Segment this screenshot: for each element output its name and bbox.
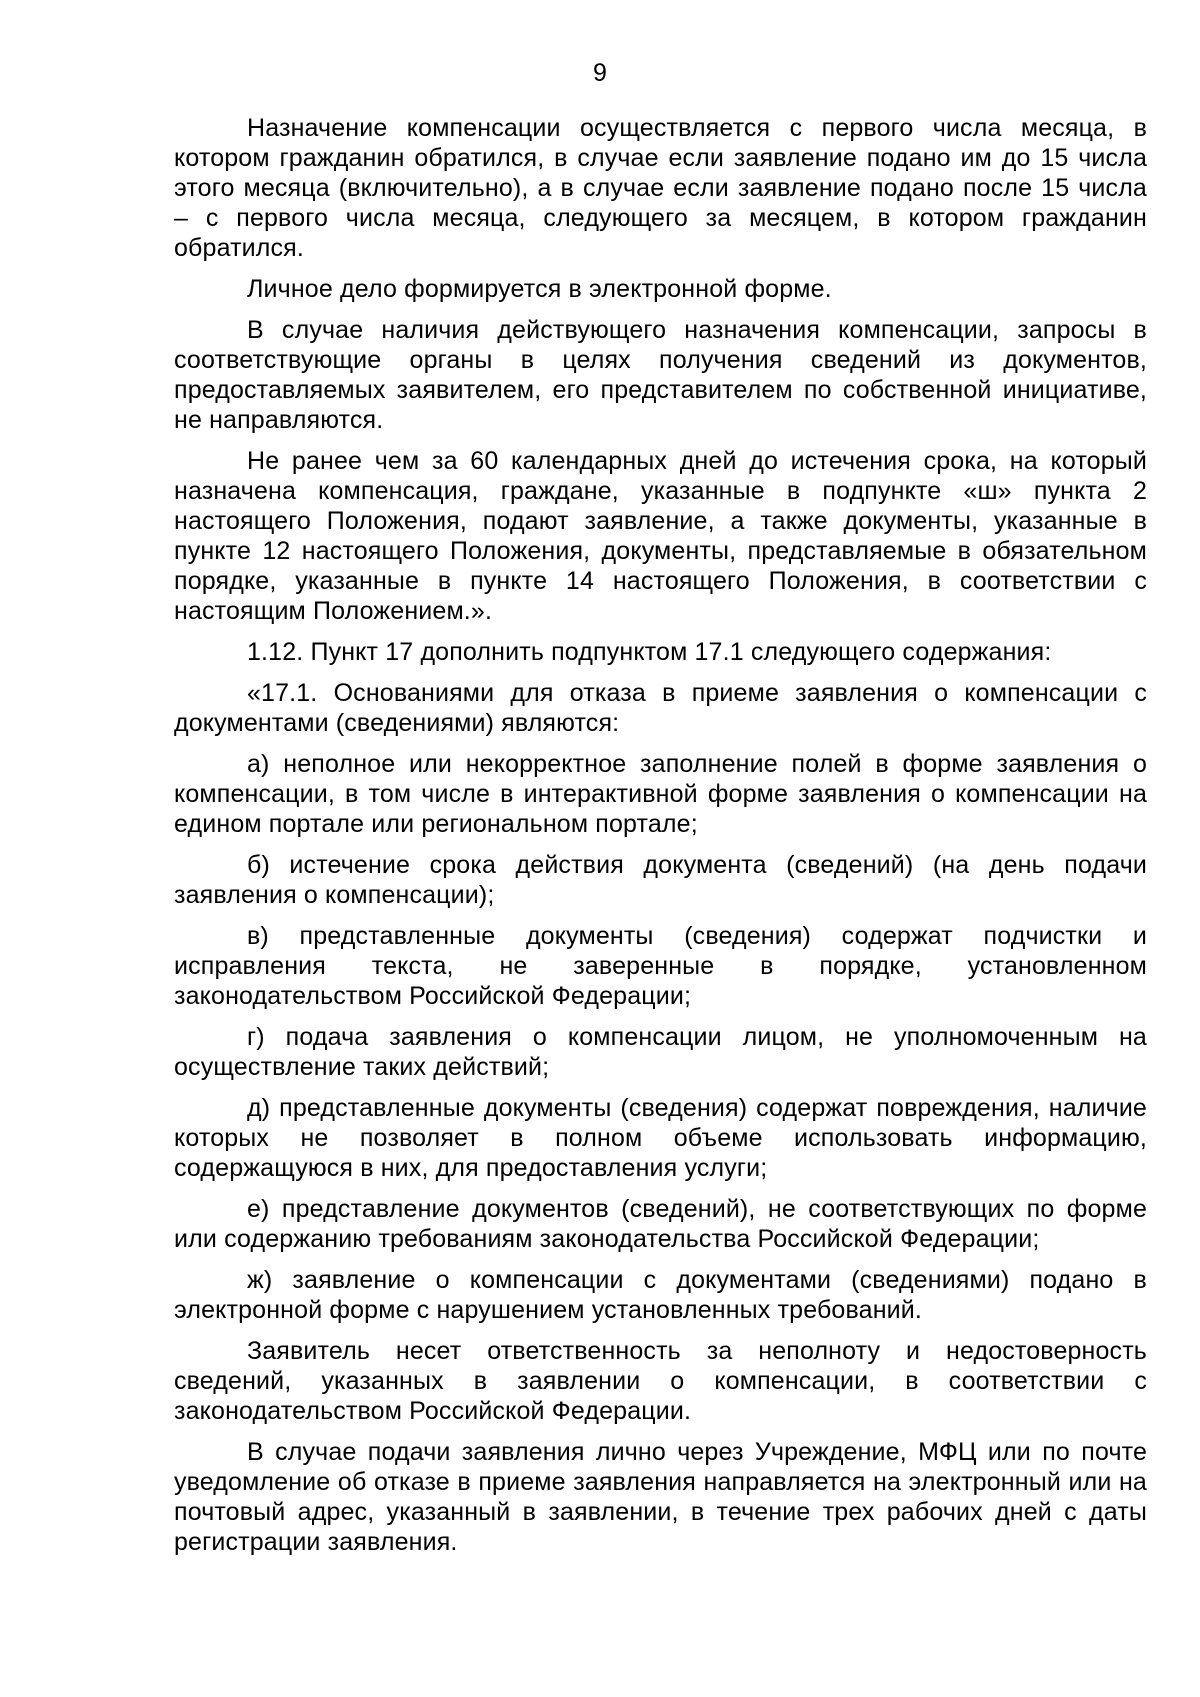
paragraph-renewal-deadline: Не ранее чем за 60 календарных дней до истечения срока, на который назначена компенсация, граждане, указанные в подпункте «ш» пункта 2 настоящего Положения, подают заявление, а также документы, указанные в пункте 12 настоящего Положения, документы, представляемые в обязательном порядке, указанные в пункте 14 настоящего Положения, в соответствии с настоящим Положением.».	[174, 447, 1147, 625]
paragraph-no-requests: В случае наличия действующего назначения компенсации, запросы в соответствующие органы в целях получения сведений из документов, предоставляемых заявителем, его представителем по собственной инициативе, не направляются.	[174, 316, 1147, 434]
list-item-d: д) представленные документы (сведения) содержат повреждения, наличие которых не позволяет в полном объеме использовать информацию, содержащуюся в них, для предоставления услуги;	[174, 1094, 1147, 1182]
paragraph-refusal-notification: В случае подачи заявления лично через Учреждение, МФЦ или по почте уведомление об отказе в приеме заявления направляется на электронный или на почтовый адрес, указанный в заявлении, в течение трех рабочих дней с даты регистрации заявления.	[174, 1438, 1147, 1556]
page-number: 9	[593, 59, 607, 87]
list-item-b: б) истечение срока действия документа (сведений) (на день подачи заявления о компенсации);	[174, 851, 1147, 909]
paragraph-applicant-responsibility: Заявитель несет ответственность за неполноту и недостоверность сведений, указанных в заявлении о компенсации, в соответствии с законодательством Российской Федерации.	[174, 1337, 1147, 1425]
list-item-zh: ж) заявление о компенсации с документами (сведениями) подано в электронной форме с нарушением установленных требований.	[174, 1266, 1147, 1324]
paragraph-compensation-start-date: Назначение компенсации осуществляется с первого числа месяца, в котором гражданин обратился, в случае если заявление подано им до 15 числа этого месяца (включительно), а в случае если заявление подано после 15 числа – с первого числа месяца, следующего за месяцем, в котором гражданин обратился.	[174, 114, 1147, 262]
list-item-e: е) представление документов (сведений), не соответствующих по форме или содержанию требованиям законодательства Российской Федерации;	[174, 1195, 1147, 1253]
paragraph-personal-file: Личное дело формируется в электронной форме.	[247, 275, 832, 303]
document-body	[174, 113, 1147, 1568]
paragraph-17-1-intro: «17.1. Основаниями для отказа в приеме заявления о компенсации с документами (сведениями) являются:	[174, 679, 1147, 737]
list-item-g: г) подача заявления о компенсации лицом, не уполномоченным на осуществление таких действий;	[174, 1023, 1147, 1081]
list-item-v: в) представленные документы (сведения) содержат подчистки и исправления текста, не заверенные в порядке, установленном законодательством Российской Федерации;	[174, 922, 1147, 1010]
list-item-a: а) неполное или некорректное заполнение полей в форме заявления о компенсации, в том числе в интерактивной форме заявления о компенсации на едином портале или региональном портале;	[174, 750, 1147, 838]
paragraph-amendment-1-12: 1.12. Пункт 17 дополнить подпунктом 17.1 следующего содержания:	[247, 638, 1052, 666]
